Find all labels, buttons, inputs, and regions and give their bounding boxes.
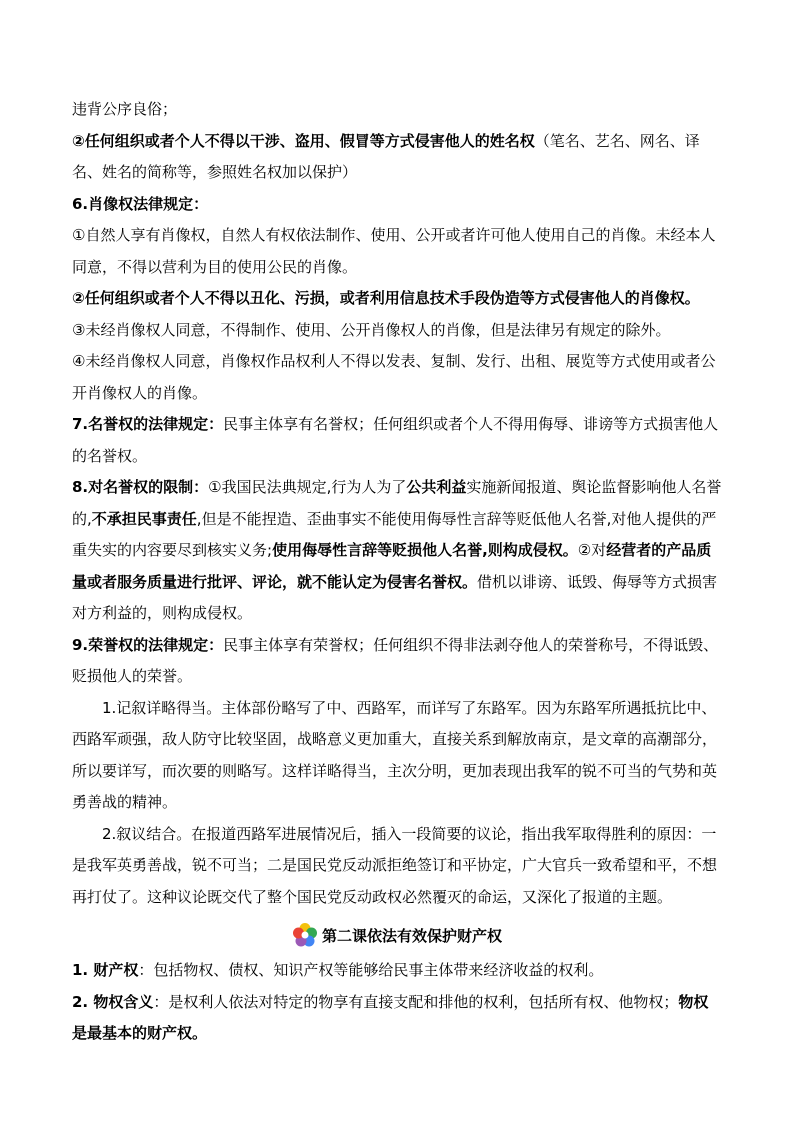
bold-text: 9.荣誉权的法律规定： xyxy=(72,635,224,654)
text: ④未经肖像权人同意，肖像权作品权利人不得以发表、复制、发行、出租、展览等方式使用或者公开肖像权人的肖像。 xyxy=(72,352,716,402)
paragraphs-after-heading xyxy=(72,955,722,1050)
text: 借机以诽谤、诋毁、侮辱等方式损害对方利益的，则构成侵权。 xyxy=(72,572,718,622)
paragraph xyxy=(72,693,722,819)
bold-text: 1. 财产权 xyxy=(72,961,139,979)
flower-icon xyxy=(292,922,318,948)
text: ①自然人享有肖像权，自然人有权依法制作、使用、公开或者许可他人使用自己的肖像。未经本人同意，不得以营利为目的使用公民的肖像。 xyxy=(72,226,716,276)
paragraphs-before-heading xyxy=(72,94,722,913)
text: ,但是不能捏造、歪曲事实不能使用侮辱性言辞等贬低他人名誉,对他人提供的严重失实的内容要尽到核实义务; xyxy=(72,509,717,559)
paragraph xyxy=(72,189,722,221)
paragraph xyxy=(72,283,722,315)
bold-text: 7.名誉权的法律规定： xyxy=(72,415,224,433)
section-heading: 第二课依法有效保护财产权 xyxy=(321,926,502,945)
text: 违背公序良俗； xyxy=(72,100,178,118)
bold-text: 8.对名誉权的限制： xyxy=(72,478,209,496)
paragraph xyxy=(72,315,722,347)
text: ③未经肖像权人同意，不得制作、使用、公开肖像权人的肖像，但是法律另有规定的除外。 xyxy=(72,320,671,339)
paragraph xyxy=(72,955,722,987)
document-body xyxy=(72,94,722,1050)
paragraph xyxy=(72,346,722,409)
text: ：包括物权、债权、知识产权等能够给民事主体带来经济收益的权利。 xyxy=(138,961,604,979)
text: 民事主体享有荣誉权；任何组织不得非法剥夺他人的荣誉称号，不得诋毁、贬损他人的荣誉。 xyxy=(72,635,719,685)
section-heading-row xyxy=(72,915,722,955)
bold-text: ②任何组织或者个人不得以干涉、盗用、假冒等方式侵害他人的姓名权 xyxy=(72,131,535,150)
paragraph xyxy=(72,409,722,472)
bold-text: 经营者的产品质量或者服务质量进行批评、评论，就不能认定为侵害名誉权。 xyxy=(72,541,712,591)
bold-text: 6.肖像权法律规定： xyxy=(72,194,209,213)
paragraph xyxy=(72,630,722,693)
paragraph xyxy=(72,220,722,283)
bold-text: 2. 物权含义 xyxy=(72,992,154,1011)
paragraph xyxy=(72,819,722,914)
paragraph xyxy=(72,126,722,189)
bold-text: 不承担民事责任 xyxy=(91,509,197,528)
text: 2.叙议结合。在报道西路军进展情况后，插入一段简要的议论，指出我军取得胜利的原因：一是我军英勇善战，锐不可当；二是国民党反动派拒绝签订和平协定，广大官兵一致希望和平，不想再打仗了。这种议论既交代了整个国民党反动政权必然覆灭的命运，又深化了报道的主题。 xyxy=(72,824,718,906)
paragraph xyxy=(72,472,722,630)
text: ：是权利人依法对特定的物享有直接支配和排他的权利，包括所有权、他物权； xyxy=(153,992,679,1011)
bold-text: ②任何组织或者个人不得以丑化、污损，或者利用信息技术手段伪造等方式侵害他人的肖像权。 xyxy=(72,289,700,307)
text: ①我国民法典规定,行为人为了 xyxy=(208,478,407,496)
text: 1.记叙详略得当。主体部份略写了中、西路军，而详写了东路军。因为东路军所遇抵抗比中、西路军顽强，敌人防守比较坚固，战略意义更加重大，直接关系到解放南京，是文章的高潮部分，所以要详写，而次要的则略写。这样详略得当，主次分明，更加表现出我军的锐不可当的气势和英勇善战的精神。 xyxy=(72,698,718,811)
text: 民事主体享有名誉权；任何组织或者个人不得用侮辱、诽谤等方式损害他人的名誉权。 xyxy=(72,415,719,465)
paragraph xyxy=(72,987,722,1050)
paragraph xyxy=(72,94,722,126)
text: （笔名、艺名、网名、译名、姓名的简称等，参照姓名权加以保护） xyxy=(72,131,700,181)
bold-text: 使用侮辱性言辞等贬损他人名誉,则构成侵权。 xyxy=(272,541,578,559)
bold-text: 物权是最基本的财产权。 xyxy=(72,992,709,1042)
text: 实施新闻报道、舆论监督影响他人名誉的, xyxy=(72,478,722,528)
text: ②对 xyxy=(577,541,607,559)
bold-text: 公共利益 xyxy=(406,478,467,496)
